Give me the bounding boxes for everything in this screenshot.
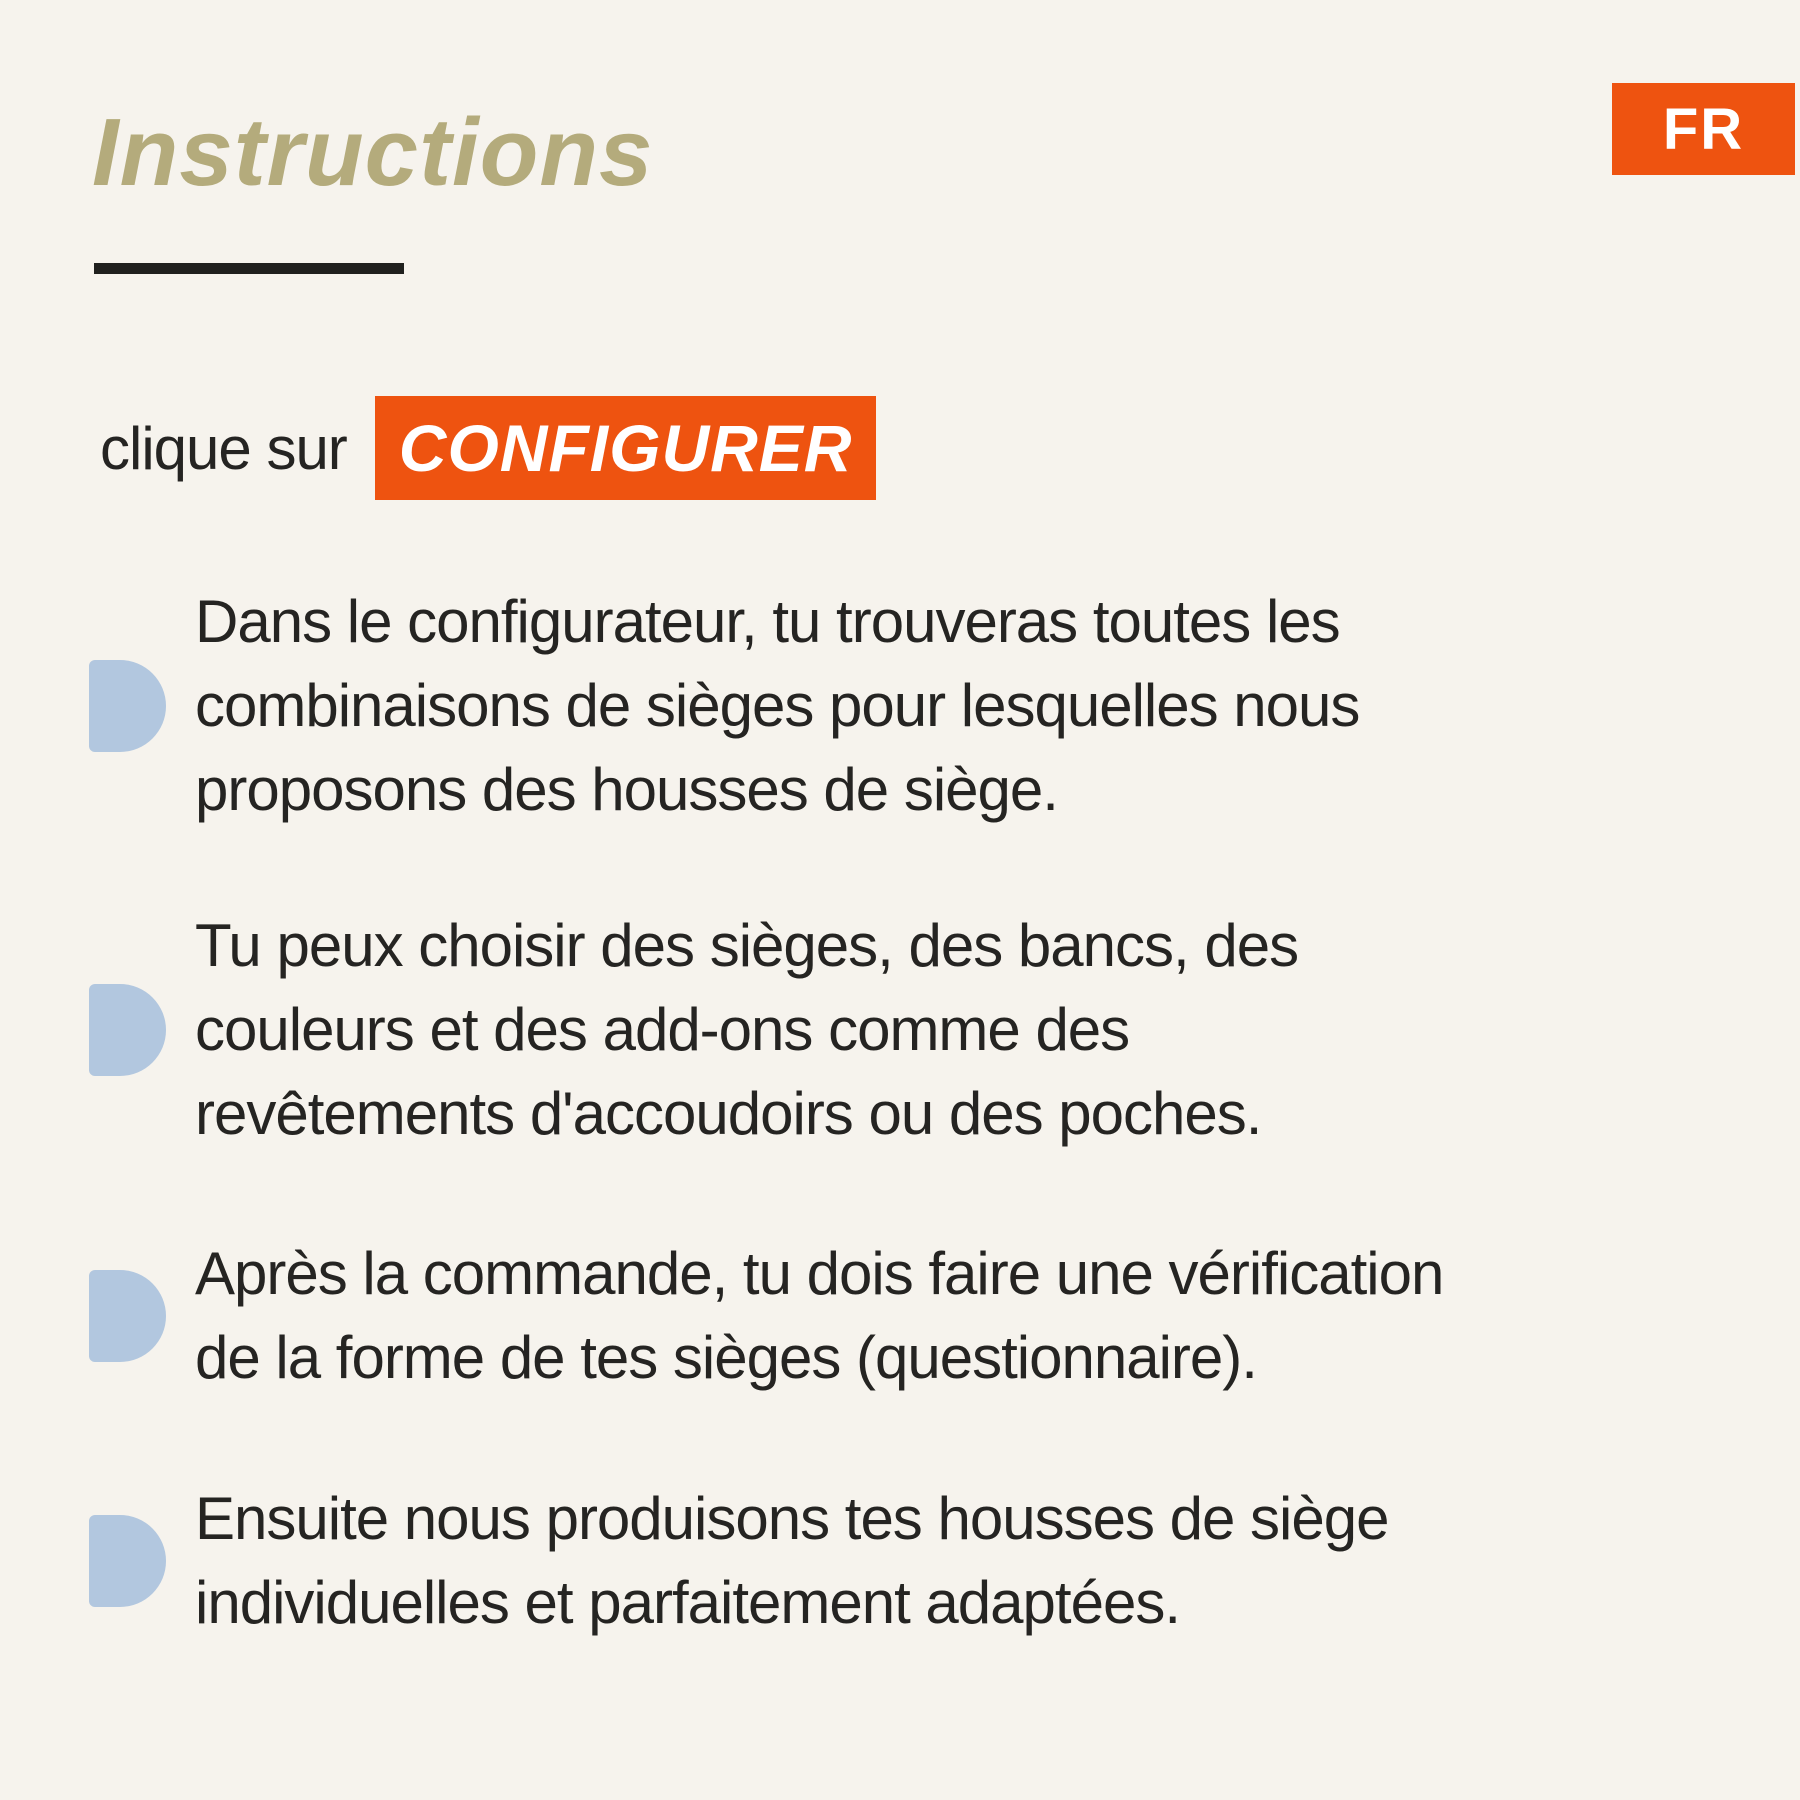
bullet-text-line: combinaisons de sièges pour lesquelles nous — [195, 672, 1360, 739]
configure-button[interactable]: CONFIGURER — [375, 396, 877, 500]
bullet-marker-icon — [89, 1515, 166, 1607]
bullet-marker-icon — [89, 984, 166, 1076]
intro-line — [100, 396, 876, 500]
bullet-item-1 — [89, 580, 1359, 832]
page-title: Instructions — [92, 99, 654, 206]
bullet-text — [195, 904, 1298, 1156]
bullet-text-line: de la forme de tes sièges (questionnaire). — [195, 1324, 1257, 1391]
intro-prefix: clique sur — [100, 414, 347, 482]
bullet-text — [195, 580, 1359, 832]
bullet-text-line: Après la commande, tu dois faire une vérification — [195, 1240, 1444, 1307]
bullet-text-line: Ensuite nous produisons tes housses de siège — [195, 1485, 1389, 1552]
bullet-text-line: Tu peux choisir des sièges, des bancs, des — [195, 912, 1299, 979]
language-badge[interactable]: FR — [1612, 83, 1795, 175]
bullet-item-4 — [89, 1477, 1388, 1645]
bullet-marker-icon — [89, 660, 166, 752]
bullet-item-3 — [89, 1232, 1443, 1400]
bullet-text-line: revêtements d'accoudoirs ou des poches. — [195, 1080, 1262, 1147]
bullet-text-line: couleurs et des add-ons comme des — [195, 996, 1130, 1063]
bullet-text-line: proposons des housses de siège. — [195, 756, 1058, 823]
title-underline — [94, 263, 404, 274]
bullet-text-line: Dans le configurateur, tu trouveras toutes les — [195, 588, 1340, 655]
bullet-item-2 — [89, 904, 1298, 1156]
bullet-text-line: individuelles et parfaitement adaptées. — [195, 1569, 1180, 1636]
bullet-marker-icon — [89, 1270, 166, 1362]
bullet-text — [195, 1232, 1443, 1400]
bullet-text — [195, 1477, 1388, 1645]
